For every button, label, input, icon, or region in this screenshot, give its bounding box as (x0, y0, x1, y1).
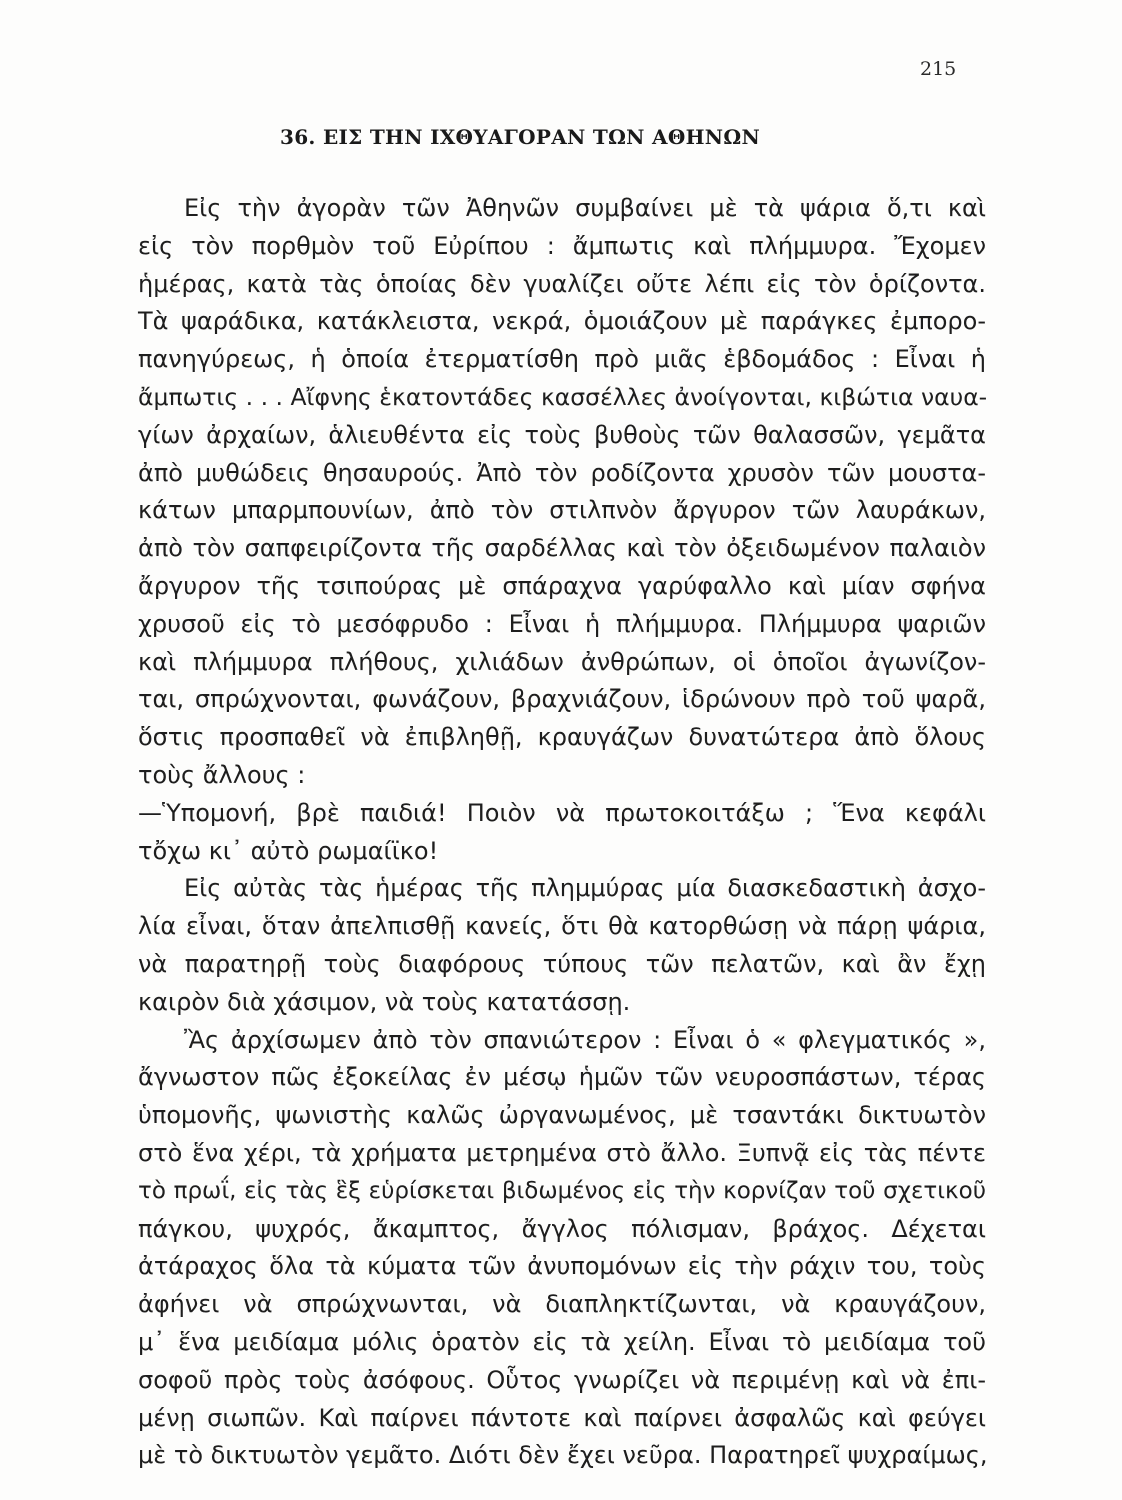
text-line: λία εἶναι, ὅταν ἀπελπισθῇ κανείς, ὅτι θὰ κατορθώσῃ νὰ πάρῃ ψάρια, (138, 912, 986, 941)
chapter-title: 36. ΕΙΣ ΤΗΝ ΙΧΘΥΑΓΟΡΑΝ ΤΩΝ ΑΘΗΝΩΝ (280, 125, 761, 149)
text-line: πάγκου, ψυχρός, ἄκαμπτος, ἄγγλος πόλισμαν, βράχος. Δέχεται (138, 1214, 986, 1243)
text-line: καὶ πλήμμυρα πλήθους, χιλιάδων ἀνθρώπων, οἱ ὁποῖοι ἀγωνίζον- (138, 647, 986, 676)
text-line: χρυσοῦ εἰς τὸ μεσόφρυδο : Εἶναι ἡ πλήμμυρα. Πλήμμυρα ψαριῶν (138, 609, 986, 638)
body-text (138, 190, 986, 1475)
text-line: στὸ ἕνα χέρι, τὰ χρήματα μετρημένα στὸ ἄλλο. Ξυπνᾷ εἰς τὰς πέντε (138, 1138, 986, 1167)
text-line: Ἂς ἀρχίσωμεν ἀπὸ τὸν σπανιώτερον : Εἶναι ὁ « φλεγματικός », (184, 1025, 986, 1054)
text-line: μένῃ σιωπῶν. Καὶ παίρνει πάντοτε καὶ παίρνει ἀσφαλῶς καὶ φεύγει (138, 1403, 986, 1432)
text-line: ὑπομονῆς, ψωνιστὴς καλῶς ὠργανωμένος, μὲ τσαντάκι δικτυωτὸν (138, 1101, 986, 1130)
text-line: σοφοῦ πρὸς τοὺς ἀσόφους. Οὗτος γνωρίζει νὰ περιμένῃ καὶ νὰ ἐπι- (138, 1365, 986, 1394)
text-line: ὅστις προσπαθεῖ νὰ ἐπιβληθῇ, κραυγάζων δυνατώτερα ἀπὸ ὅλους (138, 723, 986, 752)
text-line: τὸ πρωΐ, εἰς τὰς ἓξ εὑρίσκεται βιδωμένος εἰς τὴν κορνίζαν τοῦ σχετικοῦ (138, 1177, 986, 1204)
text-line: Εἰς τὴν ἀγορὰν τῶν Ἀθηνῶν συμβαίνει μὲ τὰ ψάρια ὅ,τι καὶ (184, 194, 986, 222)
page-number: 215 (920, 58, 957, 80)
text-line: Εἰς αὐτὰς τὰς ἡμέρας τῆς πλημμύρας μία διασκεδαστικὴ ἀσχο- (184, 874, 986, 903)
text-line: τὄχω κι᾿ αὐτὸ ρωμαίϊκο! (138, 836, 439, 865)
text-line: ἄγνωστον πῶς ἐξοκείλας ἐν μέσῳ ἡμῶν τῶν νευροσπάστων, τέρας (138, 1063, 986, 1092)
text-line: τοὺς ἄλλους : (138, 760, 306, 789)
text-line: μ᾿ ἕνα μειδίαμα μόλις ὁρατὸν εἰς τὰ χείλη. Εἶναι τὸ μειδίαμα τοῦ (138, 1327, 986, 1356)
text-line: ἀτάραχος ὅλα τὰ κύματα τῶν ἀνυπομόνων εἰς τὴν ράχιν του, τοὺς (138, 1252, 986, 1281)
text-line: ἡμέρας, κατὰ τὰς ὁποίας δὲν γυαλίζει οὔτε λέπι εἰς τὸν ὁρίζοντα. (138, 269, 986, 298)
text-line: καιρὸν διὰ χάσιμον, νὰ τοὺς κατατάσσῃ. (138, 987, 631, 1016)
text-line: μὲ τὸ δικτυωτὸν γεμᾶτο. Διότι δὲν ἔχει νεῦρα. Παρατηρεῖ ψυχραίμως, (138, 1441, 988, 1470)
text-line: κάτων μπαρμπουνίων, ἀπὸ τὸν στιλπνὸν ἄργυρον τῶν λαυράκων, (138, 496, 986, 525)
text-line: ἀπὸ τὸν σαπφειρίζοντα τῆς σαρδέλλας καὶ τὸν ὀξειδωμένον παλαιὸν (138, 534, 986, 563)
text-line: ἀπὸ μυθώδεις θησαυρούς. Ἀπὸ τὸν ροδίζοντα χρυσὸν τῶν μουστα- (138, 458, 986, 487)
text-line: Τὰ ψαράδικα, κατάκλειστα, νεκρά, ὁμοιάζουν μὲ παράγκες ἐμπορο- (138, 307, 986, 336)
text-line: νὰ παρατηρῇ τοὺς διαφόρους τύπους τῶν πελατῶν, καὶ ἂν ἔχῃ (138, 949, 986, 978)
text-line: ται, σπρώχνονται, φωνάζουν, βραχνιάζουν, ἱδρώνουν πρὸ τοῦ ψαρᾶ, (138, 685, 986, 714)
text-line: πανηγύρεως, ἡ ὁποία ἐτερματίσθη πρὸ μιᾶς ἑβδομάδος : Εἶναι ἡ (138, 345, 986, 374)
text-line: γίων ἀρχαίων, ἁλιευθέντα εἰς τοὺς βυθοὺς τῶν θαλασσῶν, γεμᾶτα (138, 420, 986, 449)
text-line: ἀφήνει νὰ σπρώχνωνται, νὰ διαπληκτίζωνται, νὰ κραυγάζουν, (138, 1290, 986, 1319)
dialog-line: —Ὑπομονή, βρὲ παιδιά! Ποιὸν νὰ πρωτοκοιτάξω ; Ἕνα κεφάλι (138, 798, 986, 827)
text-line: ἄμπωτις . . . Αἴφνης ἑκατοντάδες κασσέλλες ἀνοίγονται, κιβώτια ναυα- (138, 382, 988, 411)
text-line: ἄργυρον τῆς τσιπούρας μὲ σπάραχνα γαρύφαλλο καὶ μίαν σφήνα (138, 571, 986, 600)
text-line: εἰς τὸν πορθμὸν τοῦ Εὐρίπου : ἄμπωτις καὶ πλήμμυρα. Ἔχομεν (138, 231, 986, 260)
